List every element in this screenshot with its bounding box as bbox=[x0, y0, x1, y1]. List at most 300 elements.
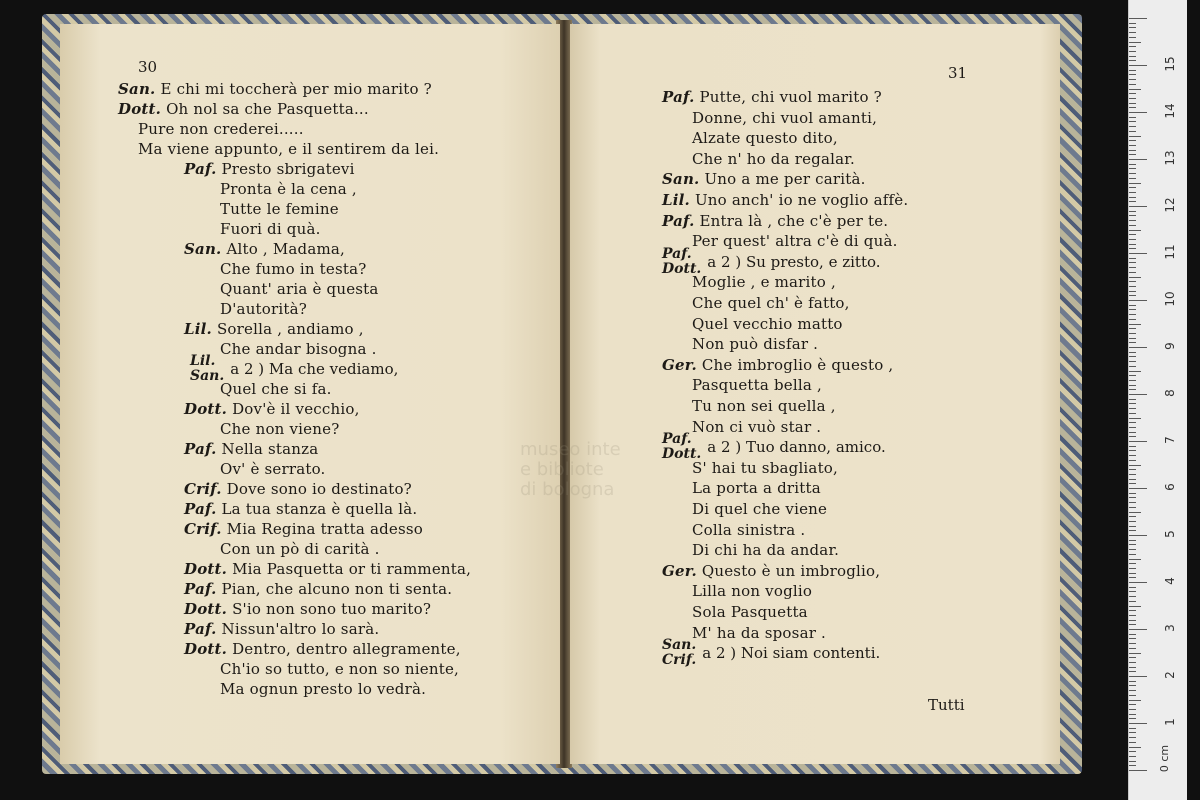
line-text: Putte, chi vuol marito ? bbox=[699, 88, 882, 106]
ruler-tick bbox=[1129, 606, 1141, 607]
ruler-tick bbox=[1129, 497, 1136, 498]
line-text: Lilla non voglio bbox=[692, 582, 813, 601]
ruler-tick bbox=[1129, 676, 1147, 677]
ruler-tick bbox=[1129, 573, 1136, 574]
speaker-name: Paf. bbox=[662, 211, 695, 230]
ruler-tick bbox=[1129, 234, 1136, 235]
ruler-tick bbox=[1129, 356, 1136, 357]
ruler-tick bbox=[1129, 70, 1136, 71]
ruler-tick bbox=[1129, 624, 1136, 625]
ruler-tick bbox=[1129, 582, 1147, 583]
verse-line bbox=[184, 560, 471, 578]
verse-line bbox=[692, 500, 827, 518]
verse-line bbox=[692, 541, 839, 559]
speaker-name: Crif. bbox=[662, 652, 697, 669]
verse-line bbox=[662, 212, 888, 230]
ruler-tick bbox=[1129, 371, 1141, 372]
verse-line bbox=[220, 220, 321, 238]
ruler-tick bbox=[1129, 765, 1136, 766]
ruler-number: 5 bbox=[1163, 530, 1177, 538]
verse-line bbox=[118, 100, 369, 118]
speaker-name: Dott. bbox=[662, 260, 702, 277]
ruler-tick bbox=[1129, 300, 1147, 301]
line-text: Ma ognun presto lo vedrà. bbox=[220, 680, 427, 698]
ruler-number: 11 bbox=[1163, 244, 1177, 260]
line-text: Nissun'altro lo sarà. bbox=[221, 620, 380, 638]
ruler-tick bbox=[1129, 761, 1136, 762]
ruler-tick bbox=[1129, 262, 1136, 263]
ruler-tick bbox=[1129, 394, 1147, 395]
ruler-number: 3 bbox=[1163, 624, 1177, 632]
ruler-tick bbox=[1129, 277, 1141, 278]
speaker-name: Dott. bbox=[662, 446, 702, 463]
ruler-tick bbox=[1129, 441, 1147, 442]
ruler-tick bbox=[1129, 46, 1136, 47]
ruler-tick bbox=[1129, 737, 1136, 738]
ruler-number: 8 bbox=[1163, 389, 1177, 397]
ruler-tick bbox=[1129, 620, 1136, 621]
right-page bbox=[570, 24, 1060, 764]
ruler-tick bbox=[1129, 507, 1136, 508]
ruler-tick bbox=[1129, 215, 1136, 216]
ruler-tick bbox=[1129, 42, 1141, 43]
ruler-tick bbox=[1129, 432, 1136, 433]
ruler-tick bbox=[1129, 98, 1136, 99]
ruler-tick bbox=[1129, 74, 1136, 75]
speaker-name: Ger. bbox=[662, 561, 697, 580]
ruler-tick bbox=[1129, 375, 1136, 376]
ruler-number: 12 bbox=[1163, 197, 1177, 213]
ruler-tick bbox=[1129, 380, 1136, 381]
line-text: Che andar bisogna . bbox=[220, 340, 377, 358]
ruler-tick bbox=[1129, 526, 1136, 527]
verse-line bbox=[220, 660, 459, 678]
ruler-tick bbox=[1129, 512, 1141, 513]
verse-line bbox=[220, 420, 339, 438]
ruler-tick bbox=[1129, 695, 1136, 696]
speaker-name: Crif. bbox=[184, 480, 222, 498]
line-text: Quel vecchio matto bbox=[692, 314, 843, 333]
ruler-tick bbox=[1129, 488, 1147, 489]
ruler-tick bbox=[1129, 530, 1136, 531]
speaker-name: Paf. bbox=[662, 245, 692, 262]
speaker-name: Dott. bbox=[118, 100, 162, 118]
line-text: Non può disfar . bbox=[692, 335, 819, 354]
line-text: Oh nol sa che Pasquetta... bbox=[166, 100, 369, 118]
line-text: Moglie , e marito , bbox=[692, 273, 836, 292]
ruler-tick bbox=[1129, 112, 1147, 113]
verse-line bbox=[662, 191, 908, 209]
ruler-tick bbox=[1129, 770, 1147, 771]
ruler-number: 10 bbox=[1163, 291, 1177, 307]
page-number: 31 bbox=[948, 64, 968, 82]
line-text: Ch'io so tutto, e non so niente, bbox=[220, 660, 459, 678]
ruler-tick bbox=[1129, 450, 1136, 451]
speaker-name: Dott. bbox=[184, 560, 228, 578]
ruler-tick bbox=[1129, 60, 1136, 61]
duet-speakers bbox=[662, 247, 701, 277]
ruler-number: 1 bbox=[1163, 718, 1177, 726]
ruler-tick bbox=[1129, 178, 1136, 179]
line-text: Pian, che alcuno non ti senta. bbox=[221, 580, 453, 598]
line-text: Per quest' altra c'è di quà. bbox=[692, 232, 898, 251]
verse-line bbox=[184, 640, 461, 658]
ruler-tick bbox=[1129, 159, 1147, 160]
ruler-tick bbox=[1129, 79, 1136, 80]
verse-line bbox=[184, 240, 345, 258]
line-text: a 2 ) Su presto, e zitto. bbox=[707, 252, 881, 271]
ruler-tick bbox=[1129, 610, 1136, 611]
line-text: Pasquetta bella , bbox=[692, 376, 822, 395]
left-page bbox=[60, 24, 560, 764]
line-text: Con un pò di carità . bbox=[220, 540, 380, 558]
ruler-tick bbox=[1129, 187, 1136, 188]
ruler-tick bbox=[1129, 248, 1136, 249]
ruler-tick bbox=[1129, 587, 1136, 588]
line-text: Questo è un imbroglio, bbox=[701, 561, 881, 580]
verse-line bbox=[118, 80, 432, 98]
line-text: S' hai tu sbagliato, bbox=[692, 458, 839, 477]
line-text: Uno a me per carità. bbox=[704, 170, 866, 189]
line-text: a 2 ) Tuo danno, amico. bbox=[707, 438, 886, 457]
ruler-tick bbox=[1129, 469, 1136, 470]
ruler-tick bbox=[1129, 27, 1136, 28]
verse-line bbox=[220, 680, 426, 698]
ruler-tick bbox=[1129, 418, 1141, 419]
ruler-tick bbox=[1129, 154, 1136, 155]
verse-line bbox=[184, 500, 417, 518]
ruler-tick bbox=[1129, 361, 1136, 362]
verse-line bbox=[692, 150, 855, 168]
ruler-tick bbox=[1129, 474, 1136, 475]
ruler-tick bbox=[1129, 554, 1136, 555]
ruler-tick bbox=[1129, 643, 1136, 644]
verse-line bbox=[184, 480, 412, 498]
verse-line bbox=[220, 280, 379, 298]
line-text: Mia Pasquetta or ti rammenta, bbox=[232, 560, 472, 578]
ruler-tick bbox=[1129, 568, 1136, 569]
ruler-tick bbox=[1129, 732, 1136, 733]
line-text: M' ha da sposar . bbox=[692, 623, 827, 642]
ruler-tick bbox=[1129, 32, 1136, 33]
ruler-tick bbox=[1129, 648, 1136, 649]
line-text: Che fumo in testa? bbox=[220, 260, 367, 278]
page-number: 30 bbox=[138, 58, 158, 76]
ruler-tick bbox=[1129, 422, 1136, 423]
line-text: Sola Pasquetta bbox=[692, 603, 808, 621]
ruler-tick bbox=[1129, 563, 1136, 564]
ruler-tick bbox=[1129, 385, 1136, 386]
ruler-tick bbox=[1129, 657, 1136, 658]
line-text: Sorella , andiamo , bbox=[216, 320, 364, 338]
ruler-tick bbox=[1129, 653, 1141, 654]
ruler-tick bbox=[1129, 338, 1136, 339]
ruler-tick bbox=[1129, 126, 1136, 127]
ruler-tick bbox=[1129, 225, 1136, 226]
verse-line bbox=[220, 460, 326, 478]
ruler-tick bbox=[1129, 681, 1136, 682]
line-text: Tutte le femine bbox=[220, 200, 339, 218]
ruler-tick bbox=[1129, 516, 1136, 517]
ruler-tick bbox=[1129, 211, 1136, 212]
ruler-tick bbox=[1129, 634, 1136, 635]
ruler-tick bbox=[1129, 253, 1147, 254]
speaker-name: San. bbox=[662, 637, 697, 654]
ruler-tick bbox=[1129, 714, 1136, 715]
ruler-tick bbox=[1129, 685, 1136, 686]
verse-line bbox=[692, 129, 838, 147]
ruler-tick bbox=[1129, 103, 1136, 104]
ruler-tick bbox=[1129, 615, 1136, 616]
ruler-tick bbox=[1129, 577, 1136, 578]
ruler-tick bbox=[1129, 18, 1147, 19]
verse-line bbox=[692, 109, 877, 127]
duet-speakers bbox=[662, 638, 696, 668]
ruler-tick bbox=[1129, 747, 1141, 748]
ruler-tick bbox=[1129, 309, 1136, 310]
ruler-tick bbox=[1129, 84, 1136, 85]
ruler-tick bbox=[1129, 145, 1136, 146]
line-text: La tua stanza è quella là. bbox=[221, 500, 418, 518]
line-text: Di chi ha da andar. bbox=[692, 541, 840, 560]
line-text: Di quel che viene bbox=[692, 500, 828, 518]
verse-line bbox=[184, 600, 431, 618]
ruler-tick bbox=[1129, 479, 1136, 480]
speaker-name: Dott. bbox=[184, 400, 228, 418]
ruler-number: 9 bbox=[1163, 342, 1177, 350]
ruler-tick bbox=[1129, 136, 1141, 137]
ruler-tick bbox=[1129, 140, 1136, 141]
ruler-number: 15 bbox=[1163, 56, 1177, 72]
verse-line bbox=[692, 315, 843, 333]
library-watermark: museo inte e bibliote di bologna bbox=[520, 439, 621, 500]
verse-line bbox=[692, 397, 836, 415]
line-text: Presto sbrigatevi bbox=[221, 160, 355, 178]
line-text: Dentro, dentro allegramente, bbox=[232, 640, 461, 658]
line-text: Donne, chi vuol amanti, bbox=[692, 108, 878, 127]
duet-line bbox=[662, 247, 881, 277]
verse-line bbox=[692, 582, 812, 600]
line-text: D'autorità? bbox=[220, 300, 307, 318]
ruler-tick bbox=[1129, 728, 1136, 729]
speaker-name: San. bbox=[184, 240, 222, 258]
verse-line bbox=[184, 580, 452, 598]
ruler-tick bbox=[1129, 389, 1136, 390]
ruler-tick bbox=[1129, 521, 1136, 522]
verse-line bbox=[184, 160, 355, 178]
speaker-name: Paf. bbox=[662, 88, 695, 106]
speaker-name: Dott. bbox=[184, 640, 228, 658]
duet-line bbox=[662, 638, 880, 668]
verse-line bbox=[220, 260, 366, 278]
verse-line bbox=[692, 459, 838, 477]
line-text: Che n' ho da regalar. bbox=[692, 149, 855, 168]
ruler-tick bbox=[1129, 347, 1147, 348]
ruler-tick bbox=[1129, 690, 1136, 691]
ruler-tick bbox=[1129, 56, 1136, 57]
ruler-tick bbox=[1129, 220, 1136, 221]
verse-line bbox=[692, 335, 818, 353]
ruler-tick bbox=[1129, 258, 1136, 259]
verse-line bbox=[138, 120, 304, 138]
speaker-name: San. bbox=[662, 170, 700, 189]
ruler-tick bbox=[1129, 460, 1136, 461]
ruler-tick bbox=[1129, 37, 1136, 38]
verse-line bbox=[692, 479, 821, 497]
line-text: Ma viene appunto, e il sentirem da lei. bbox=[138, 140, 440, 158]
line-text: Nella stanza bbox=[221, 440, 319, 458]
ruler-tick bbox=[1129, 150, 1136, 151]
ruler-number: 14 bbox=[1163, 103, 1177, 119]
ruler-tick bbox=[1129, 51, 1136, 52]
ruler-unit: 0 cm bbox=[1158, 744, 1172, 773]
ruler-tick bbox=[1129, 751, 1136, 752]
verse-line bbox=[184, 320, 364, 338]
speaker-name: Ger. bbox=[662, 355, 697, 374]
ruler-tick bbox=[1129, 601, 1136, 602]
speaker-name: Paf. bbox=[184, 160, 217, 178]
line-text: Alto , Madama, bbox=[226, 240, 346, 258]
ruler-tick bbox=[1129, 244, 1136, 245]
ruler-tick bbox=[1129, 197, 1136, 198]
ruler-tick bbox=[1129, 342, 1136, 343]
ruler-tick bbox=[1129, 493, 1136, 494]
ruler-tick bbox=[1129, 89, 1141, 90]
ruler-number: 7 bbox=[1163, 436, 1177, 444]
ruler-tick bbox=[1129, 502, 1136, 503]
ruler-tick bbox=[1129, 333, 1136, 334]
ruler-tick bbox=[1129, 107, 1136, 108]
line-text: Che non viene? bbox=[220, 420, 340, 438]
verse-line bbox=[662, 562, 880, 580]
ruler-tick bbox=[1129, 291, 1136, 292]
verse-line bbox=[662, 88, 882, 106]
ruler-tick bbox=[1129, 671, 1136, 672]
ruler-tick bbox=[1129, 65, 1147, 66]
line-text: Entra là , che c'è per te. bbox=[699, 211, 889, 230]
ruler-tick bbox=[1129, 413, 1136, 414]
ruler-tick bbox=[1129, 173, 1136, 174]
verse-line bbox=[220, 300, 307, 318]
speaker-name: Lil. bbox=[184, 320, 212, 338]
line-text: Colla sinistra . bbox=[692, 520, 806, 539]
ruler-tick bbox=[1129, 596, 1136, 597]
ruler-tick bbox=[1129, 455, 1136, 456]
ruler-tick bbox=[1129, 544, 1136, 545]
speaker-name: Lil. bbox=[190, 353, 216, 369]
ruler-tick bbox=[1129, 305, 1136, 306]
line-text: Alzate questo dito, bbox=[692, 129, 838, 148]
ruler-tick bbox=[1129, 230, 1141, 231]
ruler-tick bbox=[1129, 352, 1136, 353]
speaker-name: San. bbox=[118, 80, 156, 98]
ruler-tick bbox=[1129, 239, 1136, 240]
line-text: Pure non crederei..... bbox=[138, 120, 304, 138]
line-text: Che imbroglio è questo , bbox=[701, 355, 894, 374]
ruler-tick bbox=[1129, 662, 1136, 663]
ruler-tick bbox=[1129, 168, 1136, 169]
duet-line bbox=[662, 432, 886, 462]
ruler-number: 4 bbox=[1163, 577, 1177, 585]
ruler-tick bbox=[1129, 121, 1136, 122]
ruler-tick bbox=[1129, 319, 1136, 320]
ruler-tick bbox=[1129, 591, 1136, 592]
verse-line bbox=[184, 440, 318, 458]
verse-line bbox=[692, 273, 836, 291]
ruler-tick bbox=[1129, 93, 1136, 94]
line-text: Quant' aria è questa bbox=[220, 280, 379, 298]
verse-line bbox=[184, 520, 423, 538]
ruler-tick bbox=[1129, 131, 1136, 132]
ruler-tick bbox=[1129, 324, 1141, 325]
ruler-tick bbox=[1129, 549, 1136, 550]
ruler-tick bbox=[1129, 704, 1136, 705]
line-text: Che quel ch' è fatto, bbox=[692, 294, 850, 312]
ruler-number: 6 bbox=[1163, 483, 1177, 491]
speaker-name: Paf. bbox=[184, 620, 217, 638]
ruler-tick bbox=[1129, 267, 1136, 268]
line-text: a 2 ) Ma che vediamo, bbox=[230, 360, 399, 378]
line-text: Uno anch' io ne voglio affè. bbox=[694, 191, 909, 209]
verse-line bbox=[220, 540, 380, 558]
verse-line bbox=[692, 376, 822, 394]
ruler-number: 2 bbox=[1163, 671, 1177, 679]
ruler-tick bbox=[1129, 629, 1147, 630]
ruler-tick bbox=[1129, 436, 1136, 437]
ruler-tick bbox=[1129, 314, 1136, 315]
ruler-tick bbox=[1129, 408, 1136, 409]
speaker-name: Paf. bbox=[662, 431, 692, 448]
verse-line bbox=[662, 356, 893, 374]
ruler-tick bbox=[1129, 295, 1136, 296]
speaker-name: Dott. bbox=[184, 600, 228, 618]
speaker-name: Paf. bbox=[184, 580, 217, 598]
verse-line bbox=[220, 200, 339, 218]
line-text: Non ci vuò star . bbox=[692, 417, 822, 436]
line-text: Fuori di quà. bbox=[220, 220, 321, 238]
line-text: Pronta è la cena , bbox=[220, 180, 357, 198]
verse-line bbox=[662, 170, 866, 188]
ruler-tick bbox=[1129, 23, 1136, 24]
ruler-tick bbox=[1129, 206, 1147, 207]
ruler-tick bbox=[1129, 638, 1136, 639]
verse-line bbox=[692, 603, 808, 621]
catchword: Tutti bbox=[928, 696, 965, 714]
ruler-tick bbox=[1129, 540, 1136, 541]
line-text: E chi mi toccherà per mio marito ? bbox=[160, 80, 432, 98]
line-text: Quel che si fa. bbox=[220, 380, 332, 398]
ruler-tick bbox=[1129, 192, 1136, 193]
ruler-tick bbox=[1129, 559, 1141, 560]
ruler-tick bbox=[1129, 117, 1136, 118]
measurement-ruler bbox=[1128, 0, 1187, 800]
verse-line bbox=[692, 294, 850, 312]
line-text: Dov'è il vecchio, bbox=[232, 400, 360, 418]
ruler-tick bbox=[1129, 366, 1136, 367]
line-text: S'io non sono tuo marito? bbox=[232, 600, 432, 618]
line-text: Ov' è serrato. bbox=[220, 460, 326, 478]
ruler-tick bbox=[1129, 723, 1147, 724]
verse-line bbox=[184, 400, 360, 418]
line-text: Mia Regina tratta adesso bbox=[226, 520, 424, 538]
ruler-tick bbox=[1129, 328, 1136, 329]
ruler-tick bbox=[1129, 286, 1136, 287]
ruler-tick bbox=[1129, 756, 1136, 757]
ruler-tick bbox=[1129, 403, 1136, 404]
ruler-tick bbox=[1129, 446, 1136, 447]
ruler-tick bbox=[1129, 427, 1136, 428]
ruler-tick bbox=[1129, 201, 1136, 202]
